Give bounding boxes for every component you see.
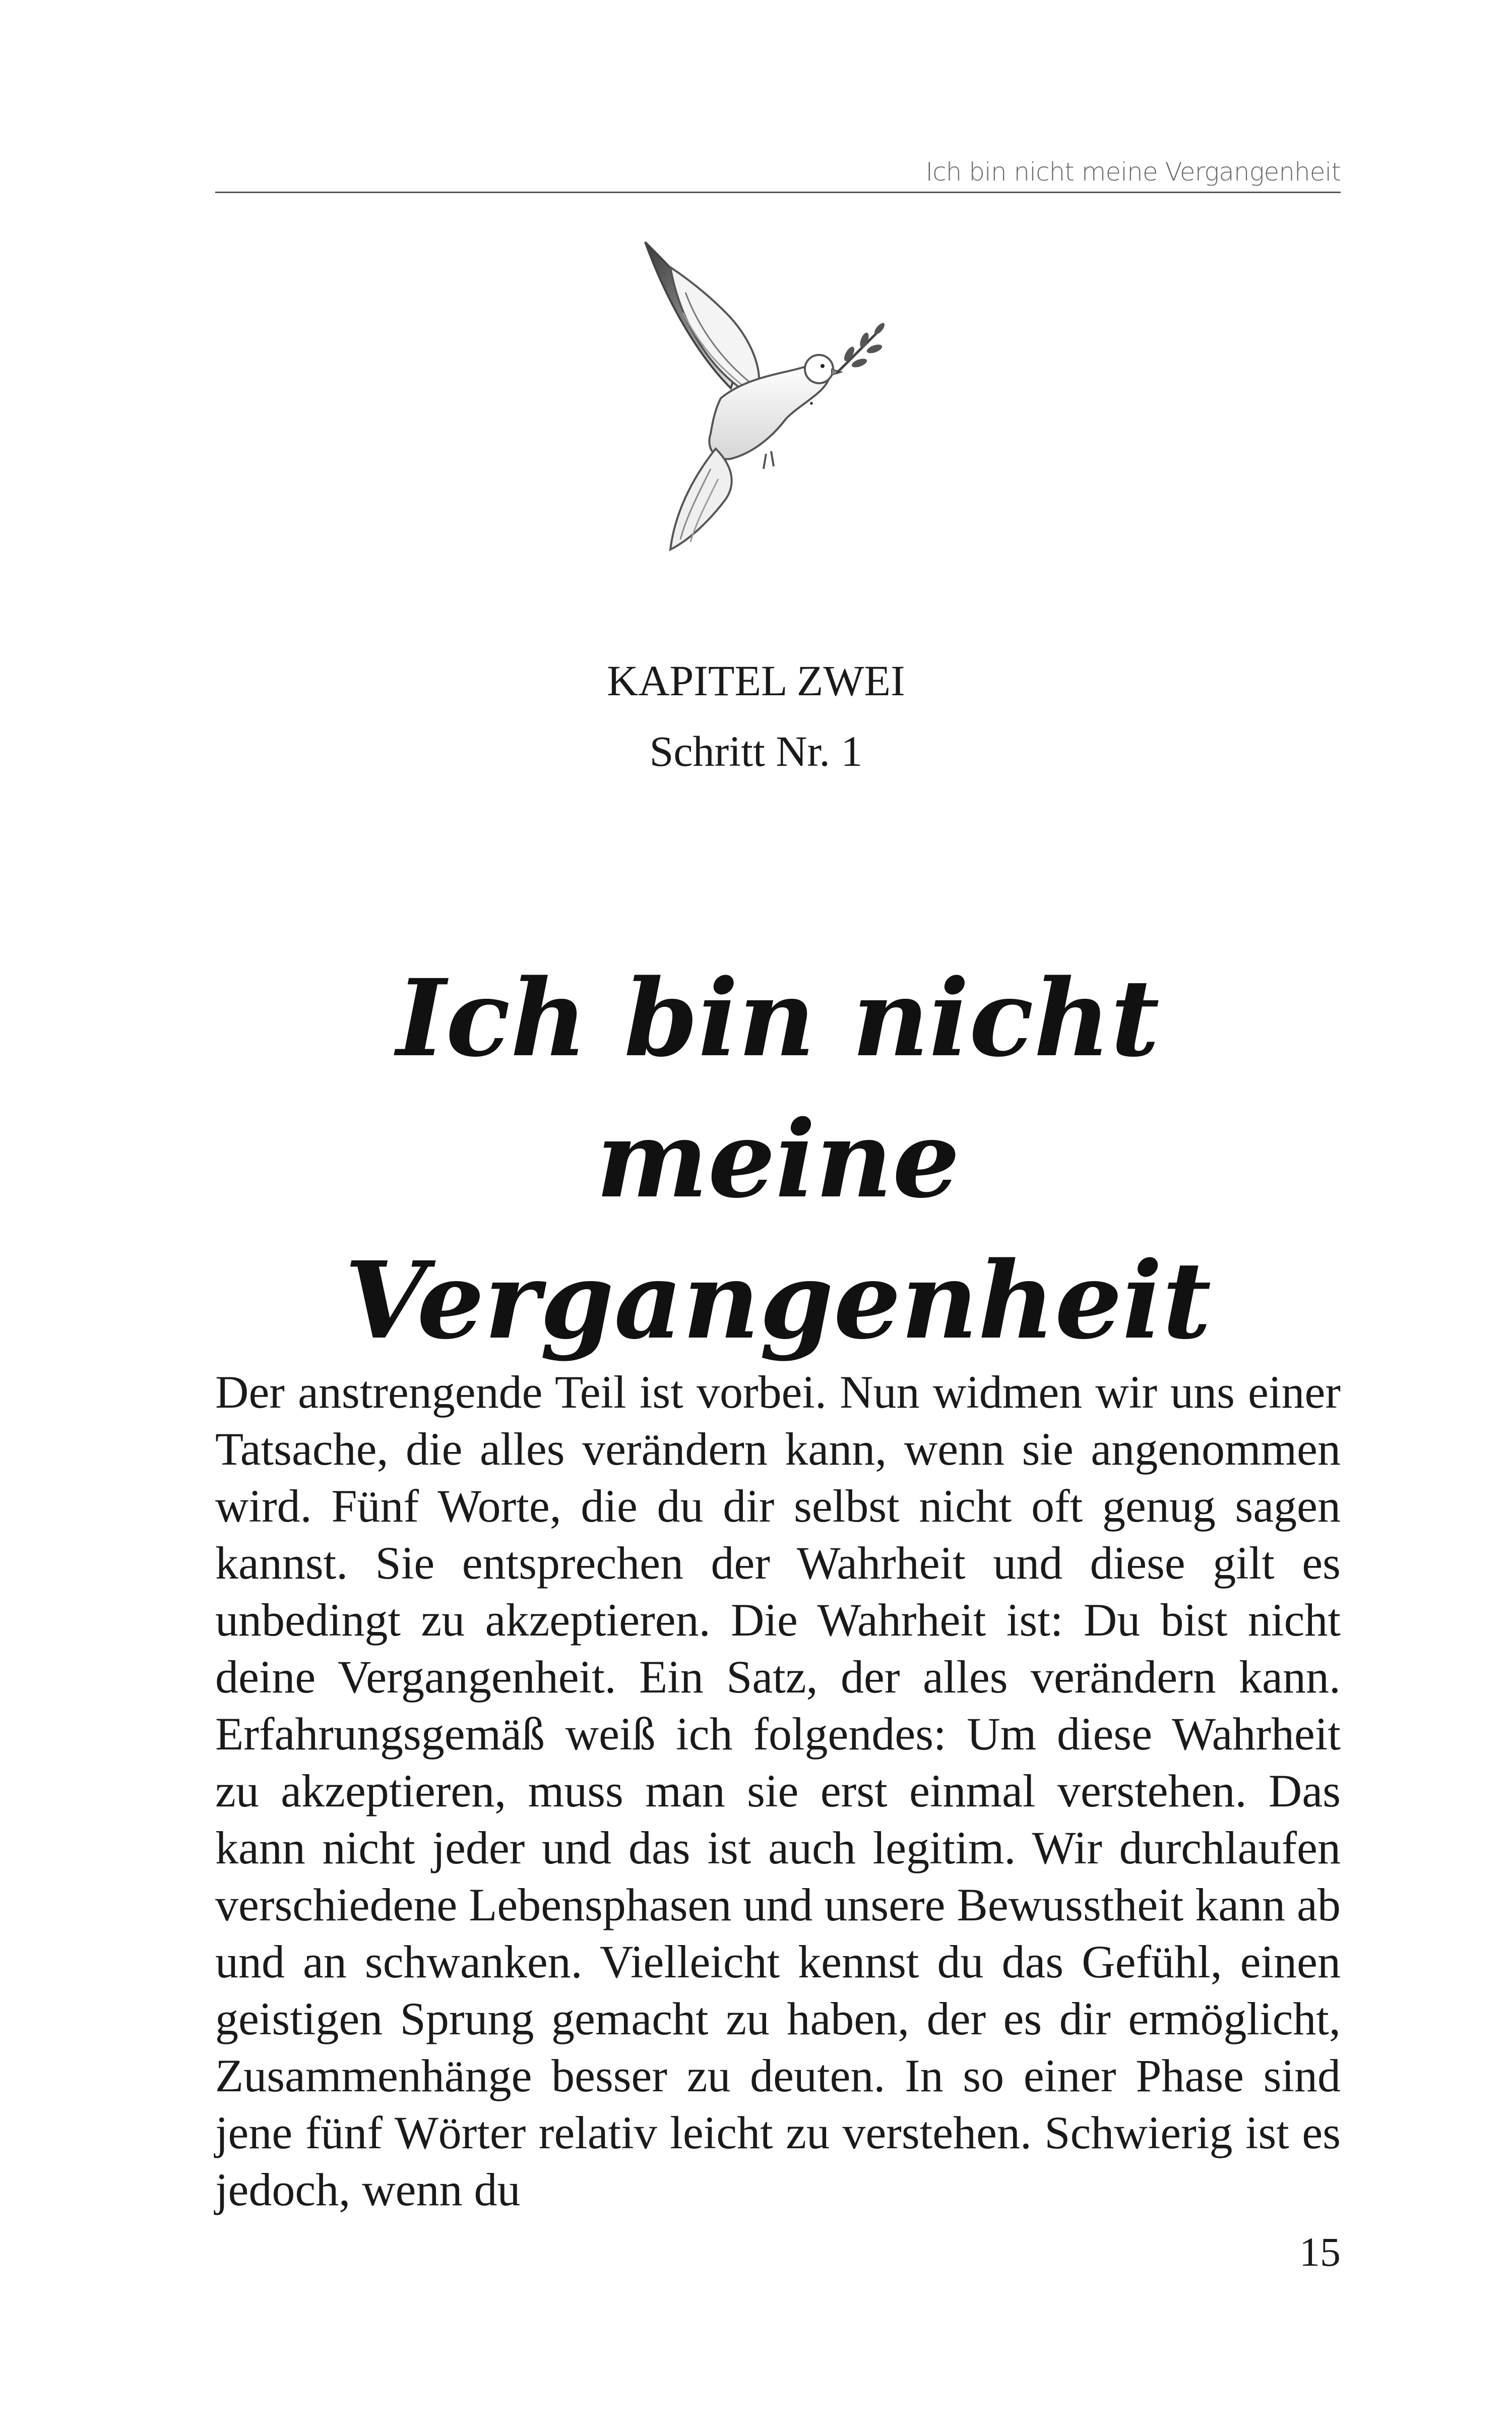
- page-number: 15: [1299, 2229, 1341, 2275]
- running-header: [215, 151, 1341, 193]
- chapter-label: KAPITEL ZWEI: [607, 656, 905, 705]
- body-paragraph: Der anstrengende Teil ist vorbei. Nun widmen wir uns einer Tatsache, die alles verändern kann, wenn sie angenommen wird. Fünf Worte, die du dir selbst nicht oft genug sagen kannst. Sie entsprechen der Wahrheit und diese gilt es unbedingt zu akzeptieren. Die Wahrheit ist: Du bist nicht deine Vergangenheit. Ein Satz, der alles verändern kann. Erfahrungsgemäß weiß ich folgendes: Um diese Wahrheit zu akzeptieren, muss man sie erst einmal verstehen. Das kann nicht jeder und das ist auch legitim. Wir durchlaufen verschiedene Lebensphasen und unsere Bewusstheit kann ab und an schwanken. Vielleicht kennst du das Gefühl, einen geistigen Sprung gemacht zu haben, der es dir ermöglicht, Zusammenhänge besser zu deuten. In so einer Phase sind jene fünf Wörter relativ leicht zu verstehen. Schwierig ist es jedoch, wenn du: [215, 1366, 1341, 2215]
- dove-icon: [635, 237, 887, 560]
- chapter-title: Ich bin nicht meine Vergangenheit: [344, 956, 1212, 1363]
- step-label: Schritt Nr. 1: [649, 727, 863, 775]
- running-header-title: Ich bin nicht meine Vergangenheit: [925, 157, 1341, 187]
